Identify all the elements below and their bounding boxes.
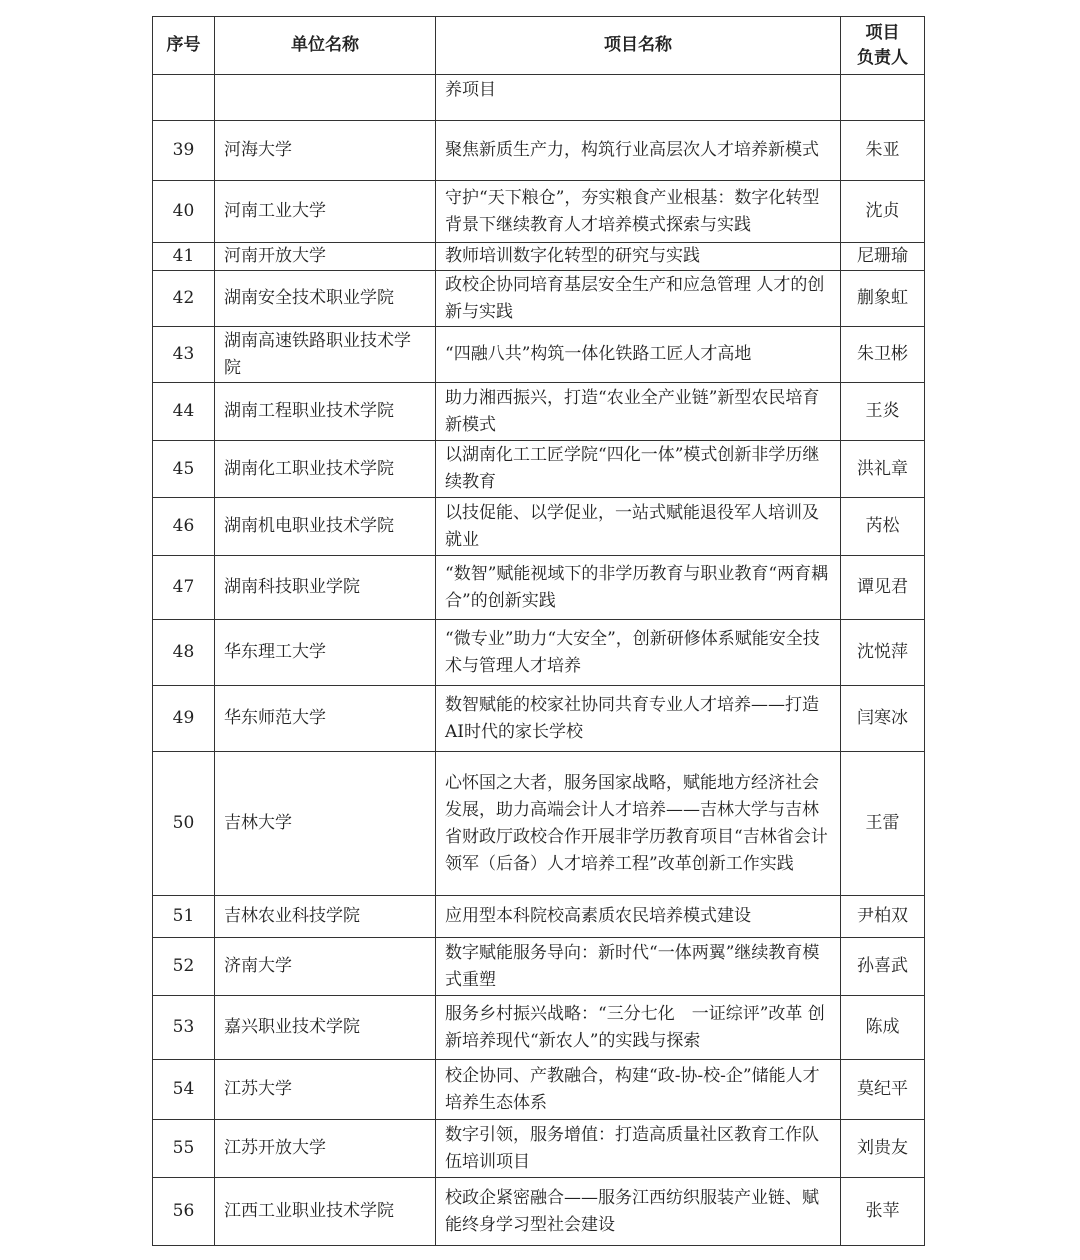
row-leader-cell: 蒯象虹 [841,271,925,327]
row-unit-cell: 江苏开放大学 [215,1120,436,1178]
row-num-cell: 44 [153,383,215,441]
row-project-cell: 政校企协同培育基层安全生产和应急管理 人才的创新与实践 [436,271,841,327]
table-row [153,498,925,556]
row-project-cell: 以技促能、以学促业，一站式赋能退役军人培训及就业 [436,498,841,556]
table-row [153,441,925,498]
row-unit-cell: 华东师范大学 [215,686,436,752]
row-num-cell: 49 [153,686,215,752]
header-leader [841,17,925,75]
row-unit-cell: 吉林大学 [215,752,436,896]
table-row [153,1178,925,1246]
row-project-cell: 养项目 [436,75,841,121]
row-unit-cell: 湖南机电职业技术学院 [215,498,436,556]
row-leader-cell: 朱卫彬 [841,327,925,383]
row-project-cell: 服务乡村振兴战略：“三分七化 一证综评”改革 创新培养现代“新农人”的实践与探索 [436,996,841,1060]
row-unit-cell: 河南工业大学 [215,181,436,243]
table-row [153,271,925,327]
table-row [153,1060,925,1120]
table-row [153,896,925,938]
table-row [153,1120,925,1178]
row-leader-cell: 王雷 [841,752,925,896]
table-row [153,181,925,243]
row-unit-cell: 湖南工程职业技术学院 [215,383,436,441]
row-num-cell: 54 [153,1060,215,1120]
row-unit-cell: 济南大学 [215,938,436,996]
row-leader-cell: 张苹 [841,1178,925,1246]
table-row [153,686,925,752]
header-project: 项目名称 [436,17,841,75]
table-row [153,75,925,121]
table-row [153,243,925,271]
row-leader-cell: 尼珊瑜 [841,243,925,271]
row-project-cell: 聚焦新质生产力，构筑行业高层次人才培养新模式 [436,121,841,181]
row-leader-cell: 尹柏双 [841,896,925,938]
row-leader-cell: 刘贵友 [841,1120,925,1178]
table-row [153,938,925,996]
row-unit-cell: 湖南化工职业技术学院 [215,441,436,498]
row-unit-cell: 湖南高速铁路职业技术学院 [215,327,436,383]
row-num-cell: 40 [153,181,215,243]
row-num-cell: 56 [153,1178,215,1246]
row-leader-cell: 谭见君 [841,556,925,620]
row-unit-cell [215,75,436,121]
row-num-cell [153,75,215,121]
row-leader-cell: 沈悦萍 [841,620,925,686]
table-row [153,620,925,686]
row-unit-cell: 吉林农业科技学院 [215,896,436,938]
row-project-cell: 以湖南化工工匠学院“四化一体”模式创新非学历继续教育 [436,441,841,498]
row-unit-cell: 湖南安全技术职业学院 [215,271,436,327]
row-project-cell: 教师培训数字化转型的研究与实践 [436,243,841,271]
row-num-cell: 47 [153,556,215,620]
project-table-container [152,16,924,1246]
row-num-cell: 52 [153,938,215,996]
row-num-cell: 43 [153,327,215,383]
row-project-cell: 校政企紧密融合——服务江西纺织服装产业链、赋能终身学习型社会建设 [436,1178,841,1246]
row-num-cell: 51 [153,896,215,938]
row-num-cell: 50 [153,752,215,896]
row-project-cell: “微专业”助力“大安全”，创新研修体系赋能安全技术与管理人才培养 [436,620,841,686]
row-leader-cell: 洪礼章 [841,441,925,498]
table-row [153,383,925,441]
table-header-row [153,17,925,75]
row-leader-cell [841,75,925,121]
table-row [153,752,925,896]
row-project-cell: 数字赋能服务导向：新时代“一体两翼”继续教育模式重塑 [436,938,841,996]
row-leader-cell: 莫纪平 [841,1060,925,1120]
table-row [153,996,925,1060]
table-body [153,75,925,1246]
project-table [152,16,925,1246]
header-num: 序号 [153,17,215,75]
row-num-cell: 48 [153,620,215,686]
row-leader-cell: 芮松 [841,498,925,556]
row-leader-cell: 孙喜武 [841,938,925,996]
row-project-cell: “四融八共”构筑一体化铁路工匠人才高地 [436,327,841,383]
row-project-cell: 数智赋能的校家社协同共育专业人才培养——打造AI时代的家长学校 [436,686,841,752]
row-unit-cell: 嘉兴职业技术学院 [215,996,436,1060]
row-leader-cell: 王炎 [841,383,925,441]
row-num-cell: 53 [153,996,215,1060]
row-unit-cell: 江西工业职业技术学院 [215,1178,436,1246]
row-leader-cell: 沈贞 [841,181,925,243]
row-unit-cell: 河海大学 [215,121,436,181]
row-num-cell: 42 [153,271,215,327]
table-row [153,556,925,620]
row-num-cell: 45 [153,441,215,498]
row-unit-cell: 华东理工大学 [215,620,436,686]
table-row [153,327,925,383]
row-unit-cell: 江苏大学 [215,1060,436,1120]
row-num-cell: 55 [153,1120,215,1178]
row-project-cell: 应用型本科院校高素质农民培养模式建设 [436,896,841,938]
row-num-cell: 39 [153,121,215,181]
row-leader-cell: 闫寒冰 [841,686,925,752]
row-project-cell: 数字引领，服务增值：打造高质量社区教育工作队伍培训项目 [436,1120,841,1178]
row-unit-cell: 河南开放大学 [215,243,436,271]
row-num-cell: 41 [153,243,215,271]
row-project-cell: 守护“天下粮仓”，夯实粮食产业根基：数字化转型背景下继续教育人才培养模式探索与实践 [436,181,841,243]
row-leader-cell: 陈成 [841,996,925,1060]
row-unit-cell: 湖南科技职业学院 [215,556,436,620]
row-project-cell: 助力湘西振兴，打造“农业全产业链”新型农民培育新模式 [436,383,841,441]
row-project-cell: 校企协同、产教融合，构建“政-协-校-企”储能人才培养生态体系 [436,1060,841,1120]
table-row [153,121,925,181]
row-project-cell: 心怀国之大者，服务国家战略，赋能地方经济社会发展，助力高端会计人才培养——吉林大学与吉林省财政厅政校合作开展非学历教育项目“吉林省会计领军（后备）人才培养工程”改革创新工作实践 [436,752,841,896]
header-leader-line2: 负责人 [857,47,908,68]
row-num-cell: 46 [153,498,215,556]
row-leader-cell: 朱亚 [841,121,925,181]
row-project-cell: “数智”赋能视域下的非学历教育与职业教育“两育耦合”的创新实践 [436,556,841,620]
header-leader-line1: 项目 [865,22,900,43]
header-unit: 单位名称 [215,17,436,75]
